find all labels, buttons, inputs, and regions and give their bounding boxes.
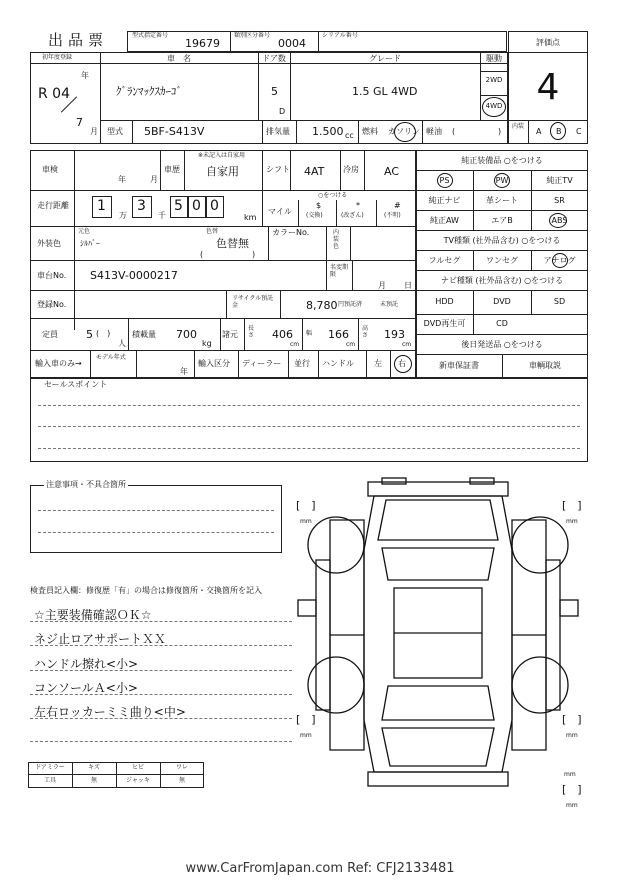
category-value: 0004 (278, 37, 306, 50)
recycle-fee: 8,780 (306, 299, 338, 312)
bracket-front-left: [ ] (296, 499, 316, 512)
capacity-value: 5 (86, 328, 93, 341)
grade-value: 1.5 GL 4WD (352, 85, 418, 98)
fuel-gasoline: ガソリン (388, 127, 420, 136)
handle-right: 右 (398, 359, 406, 368)
type-cert-label: 型式指定番号 (132, 32, 169, 39)
length-value: 406 (272, 328, 293, 341)
car-diagram (290, 470, 590, 800)
equip-abs: ABS (551, 216, 568, 225)
bracket-front-right: [ ] (562, 499, 582, 512)
watermark: www.CarFromJapan.com Ref: CFJ2133481 (185, 861, 455, 876)
bracket-rear-left: [ ] (296, 713, 316, 726)
drive-4wd-circle (482, 97, 506, 117)
first-reg-label: 初年度登録 (42, 54, 73, 61)
car-name-value: ｸﾞﾗﾝﾏｯｸｽｶｰｺﾞ (116, 85, 182, 98)
score-label: 評価点 (536, 38, 560, 47)
notes-box (30, 485, 282, 553)
inspection-note-4: コンソールＡ<小> (34, 681, 138, 695)
width-value: 166 (328, 328, 349, 341)
chassis-number: S413V-0000217 (90, 269, 178, 282)
original-color: ｼﾙﾊﾞｰ (80, 239, 100, 248)
fuel-circle (394, 122, 416, 142)
doors-label: ドア数 (262, 54, 286, 63)
score-value: 4 (536, 67, 560, 108)
ac-value: AC (384, 165, 400, 178)
handle-circle (394, 355, 412, 373)
inspection-note-3: ハンドル擦れ<小> (34, 657, 139, 671)
first-reg-month: 7 (76, 116, 83, 129)
inspection-note-2: ネジ止ロアサポートＸＸ (34, 632, 167, 646)
model-value: 5BF-S413V (144, 125, 205, 138)
inspection-note-5: 左右ロッカーミミ曲り<中> (34, 705, 186, 719)
inspector-note-label: 検査員記入欄：修復歴「有」の場合は修復箇所・交換箇所を記入 (30, 586, 262, 595)
drive-4wd: 4WD (485, 102, 503, 110)
grade-label: グレード (369, 54, 401, 63)
tv-analog: アナログ (543, 256, 576, 265)
equip-pw: PW (495, 176, 509, 185)
inspection-note-1: ☆主要装備確認ＯＫ☆ (34, 608, 152, 622)
header-info-box (127, 31, 507, 52)
bracket-rear-right: [ ] (562, 713, 582, 726)
car-name-label: 車 名 (167, 54, 191, 63)
sales-point-label: セールスポイント (44, 380, 108, 389)
equip-ps: PS (439, 176, 450, 185)
bracket-bottom: [ ] (562, 783, 582, 796)
displacement-value: 1.500 (312, 125, 344, 138)
height-value: 193 (384, 328, 405, 341)
notes-label: 注意事項・不具合箇所 (46, 480, 126, 489)
serial-label: シリアル番号 (322, 32, 358, 39)
shift-value: 4AT (304, 165, 325, 178)
interior-circle (550, 122, 566, 140)
interior-grade-b: B (556, 127, 562, 136)
first-reg-era: R 04 (38, 86, 70, 102)
usage-value: 自家用 (206, 165, 239, 178)
sales-point-box (30, 378, 588, 462)
color-change-value: 色替無 (216, 237, 249, 250)
category-label: 類別区分番号 (234, 32, 271, 39)
sheet-title: 出品票 (48, 31, 109, 49)
doors-value: 5 (271, 85, 278, 98)
type-cert-value: 19679 (185, 37, 220, 50)
load-value: 700 (176, 328, 197, 341)
